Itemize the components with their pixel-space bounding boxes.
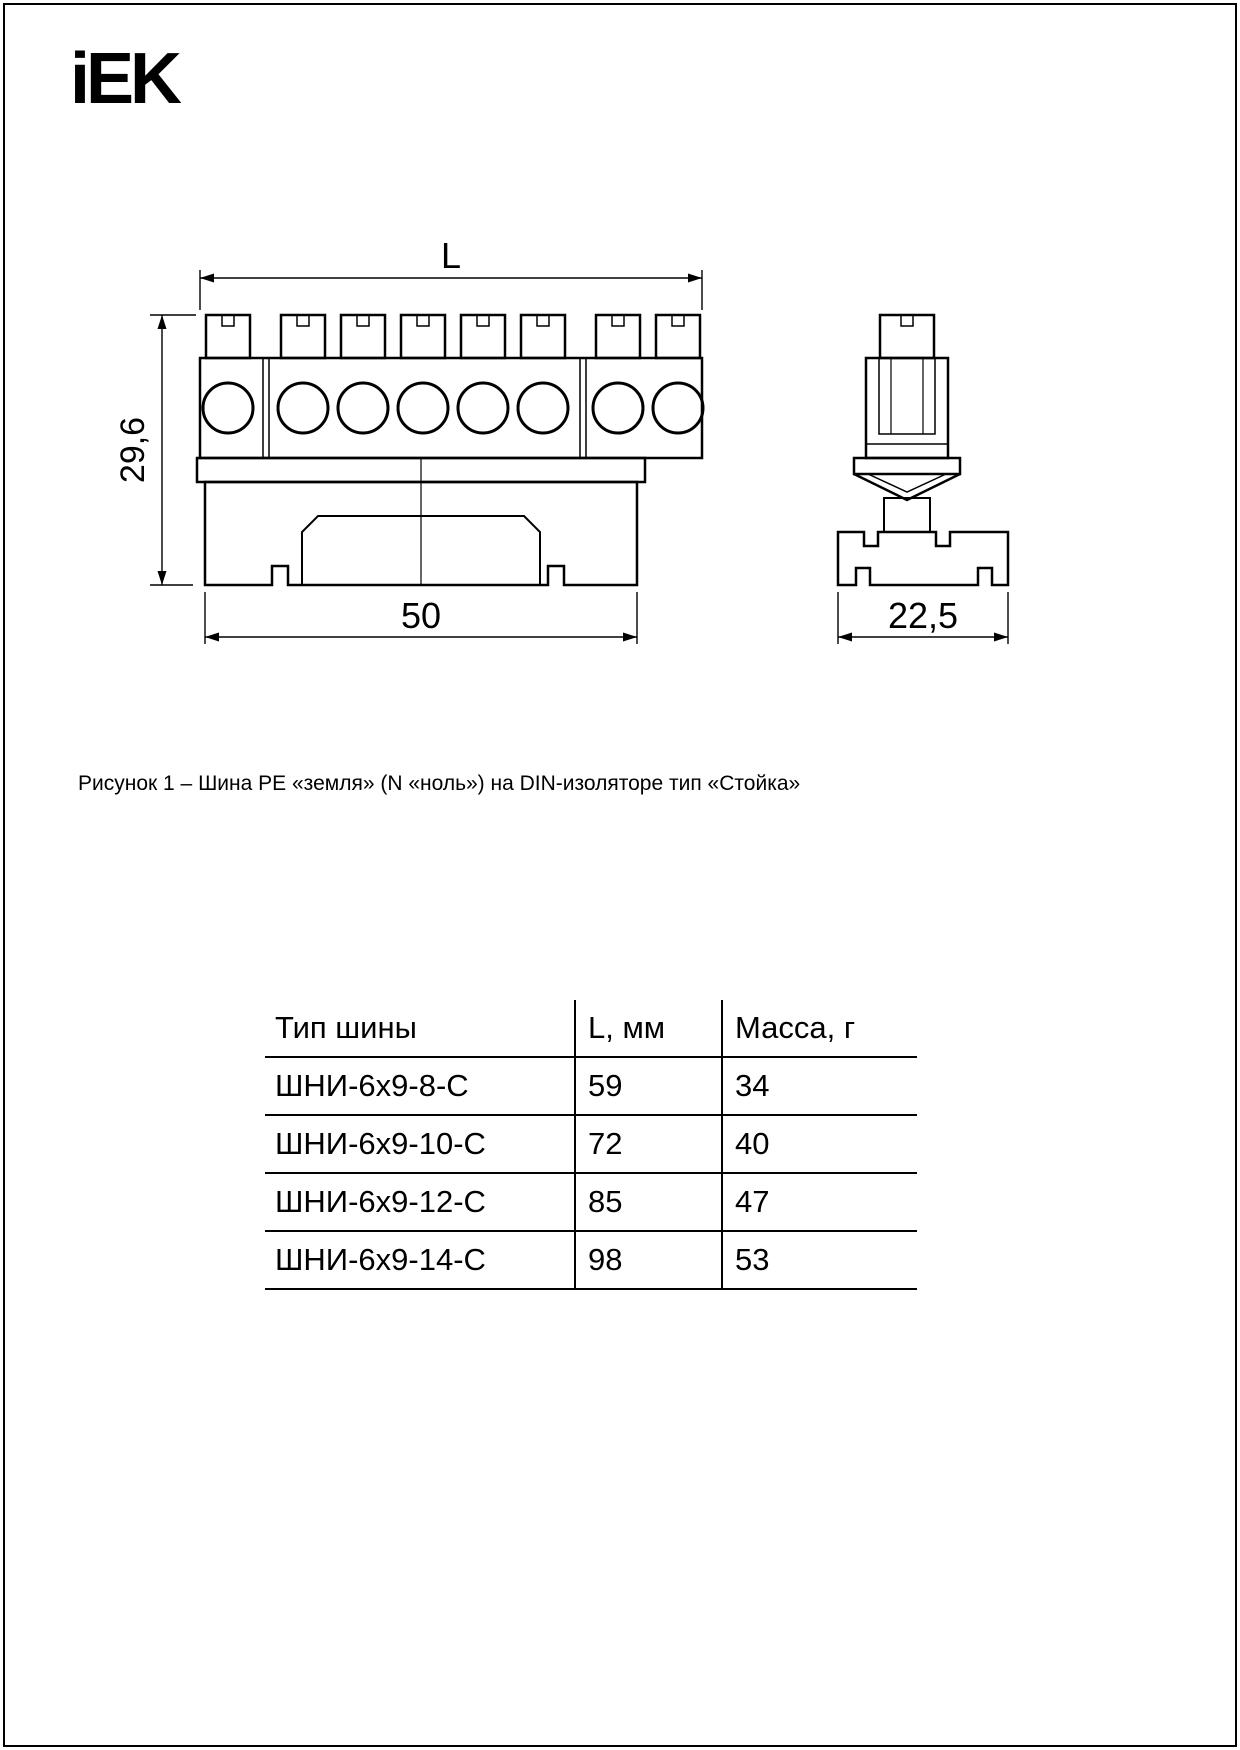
cell-length: 85 xyxy=(575,1173,722,1231)
screw-heads xyxy=(206,315,700,358)
dimension-base-width xyxy=(205,592,637,644)
side-terminal-body xyxy=(866,358,948,458)
cell-mass: 34 xyxy=(722,1057,917,1115)
cell-mass: 53 xyxy=(722,1231,917,1289)
cell-bus-type: ШНИ-6х9-10-С xyxy=(265,1115,575,1173)
technical-drawing xyxy=(0,230,1240,700)
cell-mass: 40 xyxy=(722,1115,917,1173)
table-row xyxy=(265,1057,917,1115)
table-row xyxy=(265,1173,917,1231)
figure-caption: Рисунок 1 – Шина PE «земля» (N «ноль») на DIN-изоляторе тип «Стойка» xyxy=(78,772,801,795)
side-view xyxy=(838,315,1008,585)
cell-bus-type: ШНИ-6х9-14-С xyxy=(265,1231,575,1289)
side-screw xyxy=(880,315,934,358)
dim-height-label: 29,6 xyxy=(114,416,152,484)
din-base-side xyxy=(838,532,1008,585)
dim-side-width-label: 22,5 xyxy=(887,595,959,636)
cell-length: 98 xyxy=(575,1231,722,1289)
cell-bus-type: ШНИ-6х9-12-С xyxy=(265,1173,575,1231)
cell-bus-type: ШНИ-6х9-8-С xyxy=(265,1057,575,1115)
front-view xyxy=(197,315,703,585)
dimension-length xyxy=(200,235,702,310)
cell-length: 59 xyxy=(575,1057,722,1115)
din-base-front xyxy=(197,458,645,585)
table-row xyxy=(265,1231,917,1289)
dimension-height xyxy=(114,315,196,585)
table-row xyxy=(265,1115,917,1173)
header-mass: Масса, г xyxy=(722,1000,917,1057)
header-length: L, мм xyxy=(575,1000,722,1057)
dim-length-label: L xyxy=(440,235,462,276)
iek-logo: iEK xyxy=(70,39,179,119)
header-bus-type: Тип шины xyxy=(265,1000,575,1057)
table-header-row xyxy=(265,1000,917,1057)
cell-length: 72 xyxy=(575,1115,722,1173)
dimension-side-width xyxy=(838,592,1008,644)
busbar-body xyxy=(200,358,703,458)
cell-mass: 47 xyxy=(722,1173,917,1231)
spec-table xyxy=(265,1000,917,1290)
dim-base-width-label: 50 xyxy=(400,595,442,636)
side-insulator-stand xyxy=(854,458,960,532)
